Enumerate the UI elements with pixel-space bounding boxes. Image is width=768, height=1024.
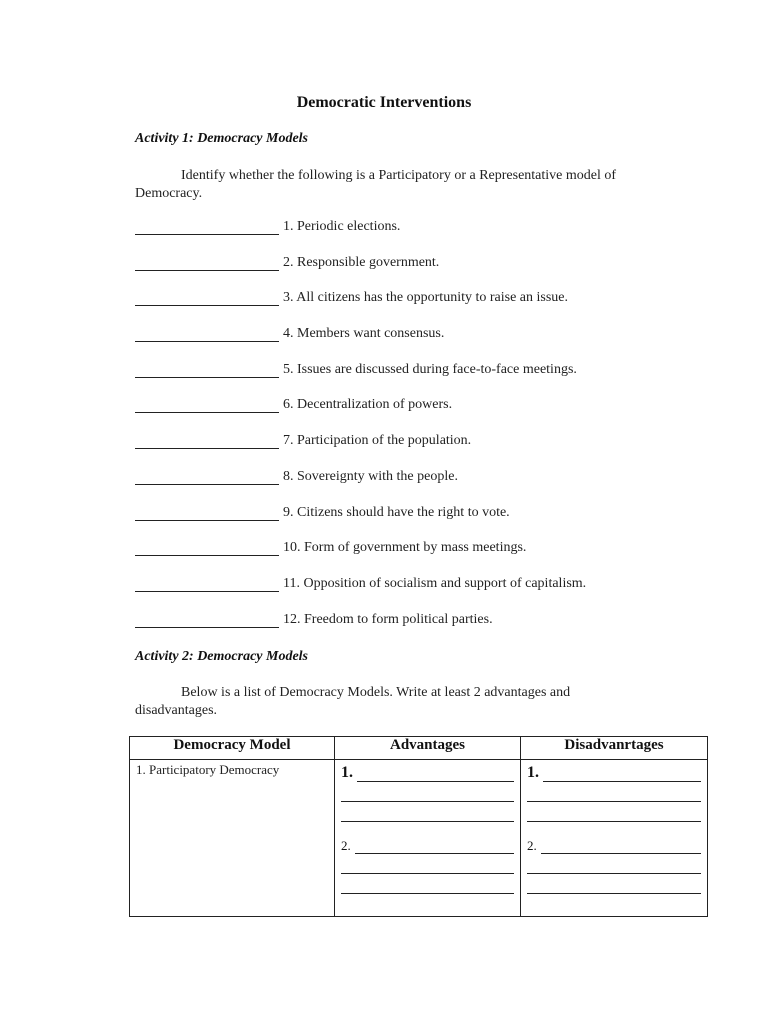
disadvantages-cell[interactable] [521,760,708,917]
disadvantage-number-2: 2. [527,838,537,853]
question-list [135,219,586,647]
answer-line[interactable] [543,767,701,782]
answer-blank[interactable] [135,290,279,306]
answer-line[interactable] [357,767,514,782]
answer-line[interactable] [527,782,701,802]
answer-blank[interactable] [135,255,279,271]
page-title: Democratic Interventions [296,94,472,111]
answer-blank[interactable] [135,576,279,592]
answer-line[interactable] [341,802,514,822]
answer-line[interactable] [527,874,701,894]
column-header-disadvantages: Disadvanrtages [521,737,708,760]
table-row [130,760,708,917]
table-header-row [130,737,708,760]
activity-1-heading: Activity 1: Democracy Models [135,131,309,146]
answer-line[interactable] [527,854,701,874]
question-item: 12. Freedom to form political parties. [135,612,586,648]
question-item: 5. Issues are discussed during face-to-face meetings. [135,362,586,398]
model-name: 1. Participatory Democracy [136,762,280,777]
question-item: 4. Members want consensus. [135,326,586,362]
activity-2-instruction: Below is a list of Democracy Models. Write at least 2 advantages and disadvantages. [135,685,571,718]
answer-blank[interactable] [135,362,279,378]
question-item: 11. Opposition of socialism and support of capitalism. [135,576,586,612]
answer-blank[interactable] [135,397,279,413]
answer-blank[interactable] [135,540,279,556]
democracy-models-table [129,736,708,917]
question-item: 8. Sovereignty with the people. [135,469,586,505]
answer-line[interactable] [541,839,701,854]
question-item: 1. Periodic elections. [135,219,586,255]
answer-blank[interactable] [135,326,279,342]
model-cell [130,760,335,917]
answer-line[interactable] [341,874,514,894]
answer-blank[interactable] [135,505,279,521]
activity-1-instruction: Identify whether the following is a Participatory or a Representative model of Democracy. [135,168,617,201]
column-header-advantages: Advantages [335,737,521,760]
answer-line[interactable] [341,782,514,802]
activity-2-heading: Activity 2: Democracy Models [135,649,309,664]
advantage-number-1: 1. [341,764,353,781]
advantage-number-2: 2. [341,838,351,853]
question-item: 2. Responsible government. [135,255,586,291]
answer-blank[interactable] [135,612,279,628]
question-item: 7. Participation of the population. [135,433,586,469]
question-item: 6. Decentralization of powers. [135,397,586,433]
question-item: 3. All citizens has the opportunity to raise an issue. [135,290,586,326]
disadvantage-number-1: 1. [527,764,539,781]
advantages-cell[interactable] [335,760,521,917]
column-header-model: Democracy Model [130,737,335,760]
answer-blank[interactable] [135,433,279,449]
question-item: 9. Citizens should have the right to vote. [135,505,586,541]
answer-blank[interactable] [135,219,279,235]
answer-line[interactable] [341,854,514,874]
question-item: 10. Form of government by mass meetings. [135,540,586,576]
answer-line[interactable] [355,839,514,854]
answer-blank[interactable] [135,469,279,485]
answer-line[interactable] [527,802,701,822]
